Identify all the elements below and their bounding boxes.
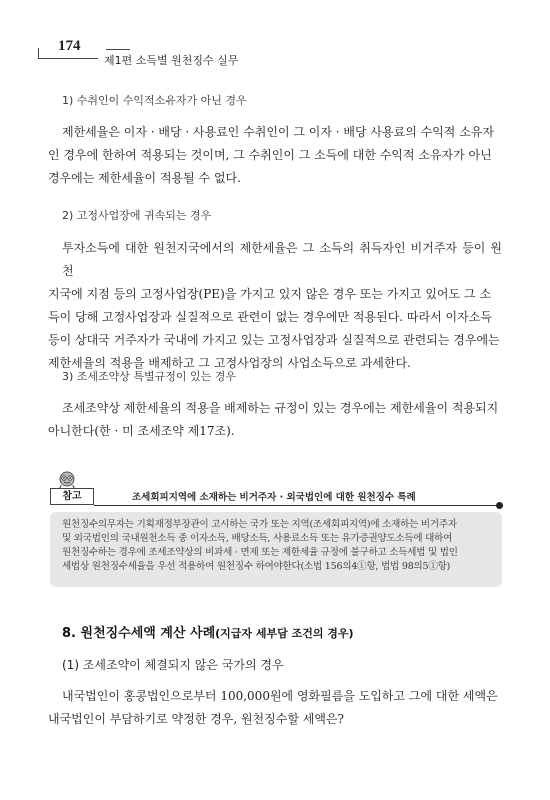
callout-rule-dot [496,502,503,509]
header-rule [38,58,98,59]
callout-rule [94,505,498,506]
callout-line: 원천징수하는 경우에 조세조약상의 비과세 · 면제 또는 제한세율 규정에 불구하고 소득세법 및 법인 [62,547,458,558]
subsection-heading-3: 3) 조세조약상 특별규정이 있는 경우 [62,370,237,383]
paragraph-line: 득이 당해 고정사업장과 실질적으로 관련이 없는 경우에만 적용된다. 따라서 이자소득 [48,310,492,324]
case-paragraph [48,685,502,731]
subsection-heading-1: 1) 수취인이 수익적소유자가 아닌 경우 [62,94,247,107]
paragraph-line: 등이 상대국 거주자가 국내에 가지고 있는 고정사업장과 실질적으로 관련되는 경우에는 [48,333,500,347]
paragraph-line: 내국법인이 홍콩법인으로부터 100,000원에 영화필름을 도입하고 그에 대한 세액은 [62,689,498,703]
reference-callout-body [50,512,502,587]
case-heading: (1) 조세조약이 체결되지 않은 국가의 경우 [62,658,284,672]
paragraph-line: 인 경우에 한하여 적용되는 것이며, 그 수취인이 그 소득에 대한 수익적 소유자가 아닌 [48,148,492,162]
page-header [38,38,518,68]
paragraph-line: 투자소득에 대한 원천지국에서의 제한세율은 그 소득의 취득자인 비거주자 등이 원천 [62,241,502,278]
paragraph-1 [48,121,502,190]
reference-callout-header [50,470,502,510]
callout-line: 세법상 원천징수세율을 우선 적용하여 원천징수 하여야한다(소법 156의4①항, 법법 98의5①항) [62,561,451,572]
paragraph-line: 제한세율은 이자 · 배당 · 사용료인 수취인이 그 이자 · 배당 사용료의 수익적 소유자 [62,125,494,139]
paragraph-line: 경우에는 제한세율이 적용될 수 없다. [48,171,241,185]
paragraph-2 [48,237,502,375]
header-rule-short [106,49,130,50]
section-title-note: (지급자 세부담 조건의 경우) [215,627,354,640]
paragraph-3 [48,397,502,443]
page-number: 174 [58,38,81,54]
paragraph-line: 지국에 지점 등의 고정사업장(PE)을 가지고 있지 않은 경우 또는 가지고 있어도 그 소 [48,287,491,301]
section-heading-8 [62,622,354,641]
section-title: 8. 원천징수세액 계산 사례 [62,626,216,641]
subsection-heading-2: 2) 고정사업장에 귀속되는 경우 [62,209,212,222]
paragraph-line: 제한세율의 적용을 배제하고 그 고정사업장의 사업소득으로 과세한다. [48,356,411,370]
part-title: 제1편 소득별 원천징수 실무 [104,54,239,67]
paragraph-line: 내국법인이 부담하기로 약정한 경우, 원천징수할 세액은? [48,712,344,726]
callout-line: 및 외국법인의 국내원천소득 중 이자소득, 배당소득, 사용료소득 또는 유가증권양도소득에 대하여 [62,533,453,544]
reference-tag: 참고 [50,488,94,505]
paragraph-line: 조세조약상 제한세율의 적용을 배제하는 규정이 있는 경우에는 제한세율이 적용되지 [62,401,499,415]
callout-line: 원천징수의무자는 기획재정부장관이 고시하는 국가 또는 지역(조세회피지역)에 소재하는 비거주자 [62,519,457,530]
paragraph-line: 아니한다(한 · 미 조세조약 제17조). [48,424,235,438]
callout-title: 조세회피지역에 소재하는 비거주자 · 외국법인에 대한 원천징수 특례 [132,492,416,503]
